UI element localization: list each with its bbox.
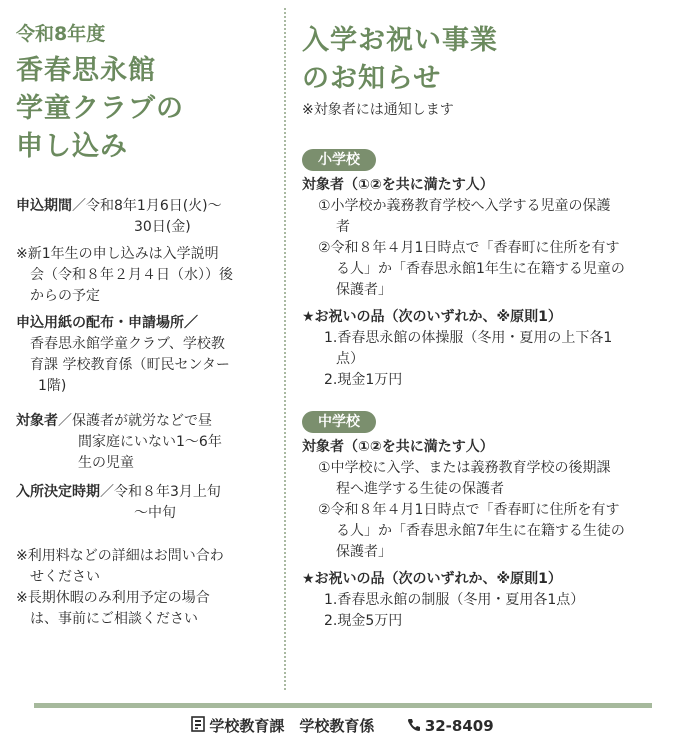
junior-item-2-line-1: ②令和８年４月1日時点で「香春町に住所を有す bbox=[318, 502, 620, 518]
decision-line-1: ／令和８年3月上旬 bbox=[100, 484, 221, 500]
elementary-item-2-line-3: 保護者」 bbox=[336, 282, 392, 298]
note-holiday-2: は、事前にご相談ください bbox=[30, 611, 198, 627]
period-value-2: 30日(金) bbox=[134, 219, 191, 235]
notification-note: ※対象者には通知します bbox=[302, 102, 454, 118]
elementary-item-1-line-1: ①小学校か義務教育学校へ入学する児童の保護 bbox=[318, 198, 611, 214]
junior-high-badge: 中学校 bbox=[302, 411, 376, 433]
left-column bbox=[16, 14, 274, 630]
elementary-gift-1-line-1: 1.香春思永館の体操服（冬用・夏用の上下各1 bbox=[324, 330, 613, 346]
decision-line-2: 〜中旬 bbox=[134, 505, 176, 521]
celebration-title-line-2: のお知らせ bbox=[302, 63, 442, 94]
footer-department: 学校教育課 学校教育係 bbox=[209, 717, 375, 735]
decision-label: 入所決定時期 bbox=[16, 484, 100, 500]
right-column bbox=[302, 14, 674, 632]
note-new-first-grade-3: からの予定 bbox=[30, 288, 100, 304]
gakudo-title-line-1: 香春思永館 bbox=[16, 55, 156, 86]
decision-row bbox=[16, 482, 274, 503]
contact-icon bbox=[191, 715, 205, 739]
junior-target-heading: 対象者（①②を共に満たす人） bbox=[302, 439, 494, 455]
target-row bbox=[16, 411, 274, 432]
junior-item-2-line-2: る人」か「香春思永館7年生に在籍する生徒の bbox=[336, 523, 625, 539]
elementary-badge: 小学校 bbox=[302, 149, 376, 171]
footer-contact bbox=[0, 714, 685, 739]
column-divider bbox=[284, 8, 286, 690]
note-new-first-grade-1: ※新1年生の申し込みは入学説明 bbox=[16, 246, 219, 262]
junior-gift-2: 2.現金5万円 bbox=[324, 613, 403, 629]
footer-phone[interactable]: 32-8409 bbox=[424, 717, 494, 735]
elementary-item-2-line-2: る人」か「香春思永館1年生に在籍する児童の bbox=[336, 261, 625, 277]
gakudo-title-line-2: 学童クラブの bbox=[16, 93, 184, 124]
junior-item-1-line-1: ①中学校に入学、または義務教育学校の後期課 bbox=[318, 460, 611, 476]
note-fee-1: ※利用料などの詳細はお問い合わ bbox=[16, 548, 224, 564]
note-fee-2: せください bbox=[30, 569, 100, 585]
junior-item-1-line-2: 程へ進学する生徒の保護者 bbox=[336, 481, 504, 497]
target-line-1: ／保護者が就労などで昼 bbox=[58, 413, 212, 429]
application-period bbox=[16, 196, 274, 217]
phone-icon bbox=[407, 715, 421, 739]
elementary-item-1-line-2: 者 bbox=[336, 219, 350, 235]
elementary-item-2-line-1: ②令和８年４月1日時点で「香春町に住所を有す bbox=[318, 240, 620, 256]
distribution-label: 申込用紙の配布・申請場所／ bbox=[16, 315, 198, 331]
elementary-target-heading: 対象者（①②を共に満たす人） bbox=[302, 177, 494, 193]
elementary-gift-1-line-2: 点） bbox=[336, 351, 364, 367]
footer-rule bbox=[34, 703, 652, 708]
celebration-title-line-1: 入学お祝い事業 bbox=[302, 25, 498, 56]
distribution-line-2: 育課 学校教育係（町民センター bbox=[30, 357, 230, 373]
gakudo-title-line-3: 申し込み bbox=[16, 131, 128, 162]
target-label: 対象者 bbox=[16, 413, 58, 429]
note-holiday-1: ※長期休暇のみ利用予定の場合 bbox=[16, 590, 210, 606]
target-line-3: 生の児童 bbox=[78, 455, 134, 471]
elementary-gift-heading: ★お祝いの品（次のいずれか、※原則1） bbox=[302, 309, 562, 325]
distribution-line-3: 1階) bbox=[38, 378, 67, 394]
junior-item-2-line-3: 保護者」 bbox=[336, 544, 392, 560]
period-value: ／令和8年1月6日(火)〜 bbox=[72, 198, 222, 214]
note-new-first-grade-2: 会（令和８年２月４日（水））後 bbox=[30, 267, 233, 283]
elementary-gift-2: 2.現金1万円 bbox=[324, 372, 403, 388]
fiscal-year: 令和8年度 bbox=[16, 23, 106, 45]
distribution-line-1: 香春思永館学童クラブ、学校教 bbox=[30, 336, 225, 352]
junior-gift-heading: ★お祝いの品（次のいずれか、※原則1） bbox=[302, 571, 562, 587]
junior-gift-1: 1.香春思永館の制服（冬用・夏用各1点） bbox=[324, 592, 585, 608]
period-label: 申込期間 bbox=[16, 198, 72, 214]
target-line-2: 間家庭にいない1〜6年 bbox=[78, 434, 222, 450]
